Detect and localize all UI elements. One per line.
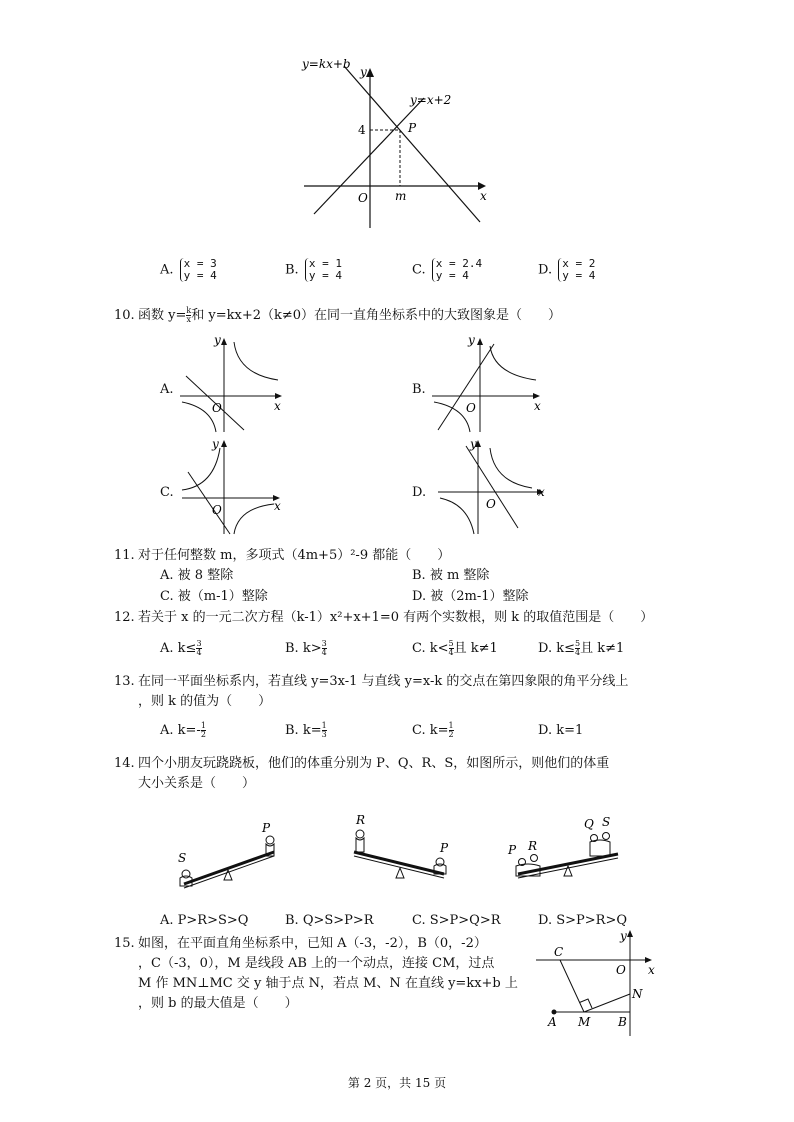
q9-label-xaxis: x: [480, 189, 487, 203]
q11-option-d[interactable]: D. 被（2m-1）整除: [412, 589, 529, 604]
seesaw3-q: Q: [584, 817, 594, 831]
q15-label-n: N: [632, 987, 643, 1001]
q12-number: 12.: [114, 610, 135, 625]
q15-label-b: B: [618, 1015, 627, 1029]
q15-label-a: A: [548, 1015, 557, 1029]
q12-option-d[interactable]: D. k≤ $\frac{5}{4}$ 且 k≠1: [538, 639, 625, 657]
seesaw-1: [170, 818, 290, 892]
q13-number: 13.: [114, 674, 135, 689]
question-11: 11. 对于任何整数 m，多项式（4m+5）²-9 都能（ ）: [138, 546, 658, 566]
q14-option-c[interactable]: C. S>P>Q>R: [412, 913, 501, 928]
q12-option-b[interactable]: B. k> $\frac{3}{4}$: [285, 639, 327, 657]
q9-graph: [296, 52, 496, 232]
q12-option-c[interactable]: C. k< $\frac{5}{4}$ 且 k≠1: [412, 639, 498, 657]
q9-option-d[interactable]: D. x = 2 y = 4: [538, 257, 596, 282]
q15-label-y: y: [620, 929, 627, 943]
q9-label-x2: y=x+2: [410, 93, 452, 107]
q10c-o: O: [212, 503, 222, 517]
question-14: 14. 四个小朋友玩跷跷板，他们的体重分别为 P、Q、R、S，如图所示，则他们的体重 大小关系是（ ）: [114, 756, 610, 791]
q11-number: 11.: [114, 548, 135, 563]
question-10: 10. 函数 y= $\frac{k}{x}$ 和 y=kx+2（k≠0）在同一直角坐标系中的大致图象是（ ）: [114, 306, 562, 324]
q9-system-d: x = 2 y = 4: [558, 258, 595, 282]
q10d-o: O: [486, 497, 496, 511]
q10a-o: O: [212, 401, 222, 415]
q10-option-c-label[interactable]: C.: [160, 485, 174, 500]
q15-label-o: O: [616, 963, 626, 977]
q11-option-c[interactable]: C. 被（m-1）整除: [160, 589, 268, 604]
q12-option-a[interactable]: A. k≤ $\frac{3}{4}$: [160, 639, 202, 657]
q15-label-x: x: [648, 963, 655, 977]
q10b-y: y: [468, 333, 475, 347]
q13-option-b[interactable]: B. k= $\frac{1}{3}$: [285, 721, 327, 739]
q10-graph-a[interactable]: [176, 332, 288, 436]
q9-label-m: m: [395, 189, 407, 203]
q14-option-a[interactable]: A. P>R>S>Q: [160, 913, 249, 928]
q9-label-y: y: [360, 65, 367, 79]
q13-option-d[interactable]: D. k=1: [538, 723, 584, 738]
q15-label-m: M: [578, 1015, 591, 1029]
seesaw3-s: S: [602, 815, 611, 829]
seesaw2-p: P: [440, 841, 449, 855]
seesaw3-p: P: [508, 843, 517, 857]
seesaw-3: [506, 812, 636, 886]
question-15: 15. 如图，在平面直角坐标系中，已知 A（-3，-2），B（0，-2） ，C（-3，0），M 是线段 AB 上的一个动点，连接 CM，过点 M 作 MN⊥MC 交 y 轴于点 N，若点 M、N 在直线 y=kx+b 上 ，则 b 的最大值是（ ）: [114, 936, 518, 1011]
q9-system-a: x = 3 y = 4: [180, 258, 217, 282]
q9-label-four: 4: [358, 123, 366, 137]
q9-label-kx: y=kx+b: [302, 57, 351, 71]
question-13: 13. 在同一平面坐标系内，若直线 y=3x-1 与直线 y=x-k 的交点在第四象限的角平分线上 ，则 k 的值为（ ）: [114, 674, 629, 709]
seesaw3-r: R: [528, 839, 538, 853]
q10-graph-c[interactable]: [178, 434, 290, 538]
q10a-x: x: [274, 399, 281, 413]
q15-number: 15.: [114, 936, 135, 951]
q10-option-b-label[interactable]: B.: [412, 382, 426, 397]
q9-option-c[interactable]: C. x = 2.4 y = 4: [412, 257, 483, 282]
q11-option-a[interactable]: A. 被 8 整除: [160, 568, 234, 583]
q10-graph-d[interactable]: [434, 434, 554, 538]
q14-option-d[interactable]: D. S>P>R>Q: [538, 913, 628, 928]
q9-option-a[interactable]: A. x = 3 y = 4: [160, 257, 217, 282]
q10-fraction: $\frac{k}{x}$: [186, 306, 192, 324]
q9-label-o: O: [358, 191, 368, 205]
q10c-y: y: [212, 437, 219, 451]
q10-number: 10.: [114, 308, 135, 323]
q10b-o: O: [466, 401, 476, 415]
q10-option-d-label[interactable]: D.: [412, 485, 427, 500]
q10a-y: y: [214, 333, 221, 347]
q10c-x: x: [274, 499, 281, 513]
q9-system-c: x = 2.4 y = 4: [432, 258, 482, 282]
q14-option-b[interactable]: B. Q>S>P>R: [285, 913, 374, 928]
q11-option-b[interactable]: B. 被 m 整除: [412, 568, 490, 583]
q10-option-a-label[interactable]: A.: [160, 382, 174, 397]
q13-option-a[interactable]: A. k=- $\frac{1}{2}$: [160, 721, 206, 739]
q10d-y: y: [470, 437, 477, 451]
q15-figure: [534, 928, 664, 1038]
q14-number: 14.: [114, 756, 135, 771]
q9-system-b: x = 1 y = 4: [305, 258, 342, 282]
seesaw1-p: P: [262, 821, 271, 835]
page-footer: 第 2 页，共 15 页: [347, 1076, 447, 1090]
q13-option-c[interactable]: C. k= $\frac{1}{2}$: [412, 721, 454, 739]
seesaw2-r: R: [356, 813, 366, 827]
seesaw1-s: S: [178, 851, 187, 865]
q10d-x: x: [538, 485, 545, 499]
question-12: 12. 若关于 x 的一元二次方程（k-1）x²+x+1=0 有两个实数根，则 k 的取值范围是（ ）: [138, 608, 678, 628]
q9-label-p: P: [408, 121, 417, 135]
q9-option-b[interactable]: B. x = 1 y = 4: [285, 257, 342, 282]
q10b-x: x: [534, 399, 541, 413]
q10-graph-b[interactable]: [428, 332, 548, 436]
seesaw-2: [344, 812, 464, 886]
q15-label-c: C: [554, 945, 564, 959]
